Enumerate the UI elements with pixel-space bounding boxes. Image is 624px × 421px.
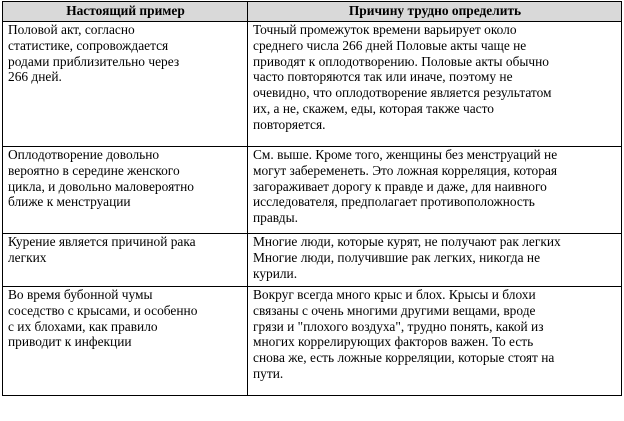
reason-cell: [248, 287, 622, 396]
example-text: Во время бубонной чумы соседство с крысами, и особенно с их блохами, как правило приводит к инфекции: [8, 287, 198, 350]
example-cell: [3, 287, 248, 396]
reason-text: Многие люди, которые курят, не получают рак легких Многие люди, получившие рак легких, никогда не курили.: [253, 234, 561, 281]
example-text: Половой акт, согласно статистике, сопровождается родами приблизительно через 266 дней.: [8, 22, 180, 85]
example-cell: [3, 147, 248, 234]
table-row: [3, 22, 622, 147]
comparison-table: [2, 1, 622, 396]
header-hard-to-determine: Причину трудно определить: [248, 2, 622, 22]
header-row: [3, 2, 622, 22]
example-text: Курение является причиной рака легких: [8, 234, 196, 265]
reason-cell: [248, 147, 622, 234]
example-cell: [3, 22, 248, 147]
example-cell: [3, 234, 248, 287]
header-real-example: Настоящий пример: [3, 2, 248, 22]
reason-text: Вокруг всегда много крыс и блох. Крысы и блохи связаны с очень многими другими вещами, вроде грязи и "плохого воздуха", трудно понять, какой из многих коррелирующих факторов важен. То есть снова же, есть ложные корреляции, которые стоят на пути.: [253, 287, 555, 381]
reason-cell: [248, 22, 622, 147]
table-row: [3, 234, 622, 287]
reason-text: См. выше. Кроме того, женщины без менструаций не могут забеременеть. Это ложная корреляция, которая загораживает дорогу к правде и даже, для наивного исследователя, предполагает противоположность правды.: [253, 147, 558, 226]
table-row: [3, 147, 622, 234]
reason-text: Точный промежуток времени варьирует около среднего числа 266 дней Половые акты чаще не приводят к оплодотворению. Половые акты обычно часто повторяются так или иначе, поэтому не очевидно, что оплодотворение является результатом их, а не, скажем, еды, которая также часто повторяется.: [253, 22, 552, 132]
reason-cell: [248, 234, 622, 287]
table-row: [3, 287, 622, 396]
example-text: Оплодотворение довольно вероятно в середине женского цикла, и довольно маловероятно ближе к менструации: [8, 147, 194, 210]
